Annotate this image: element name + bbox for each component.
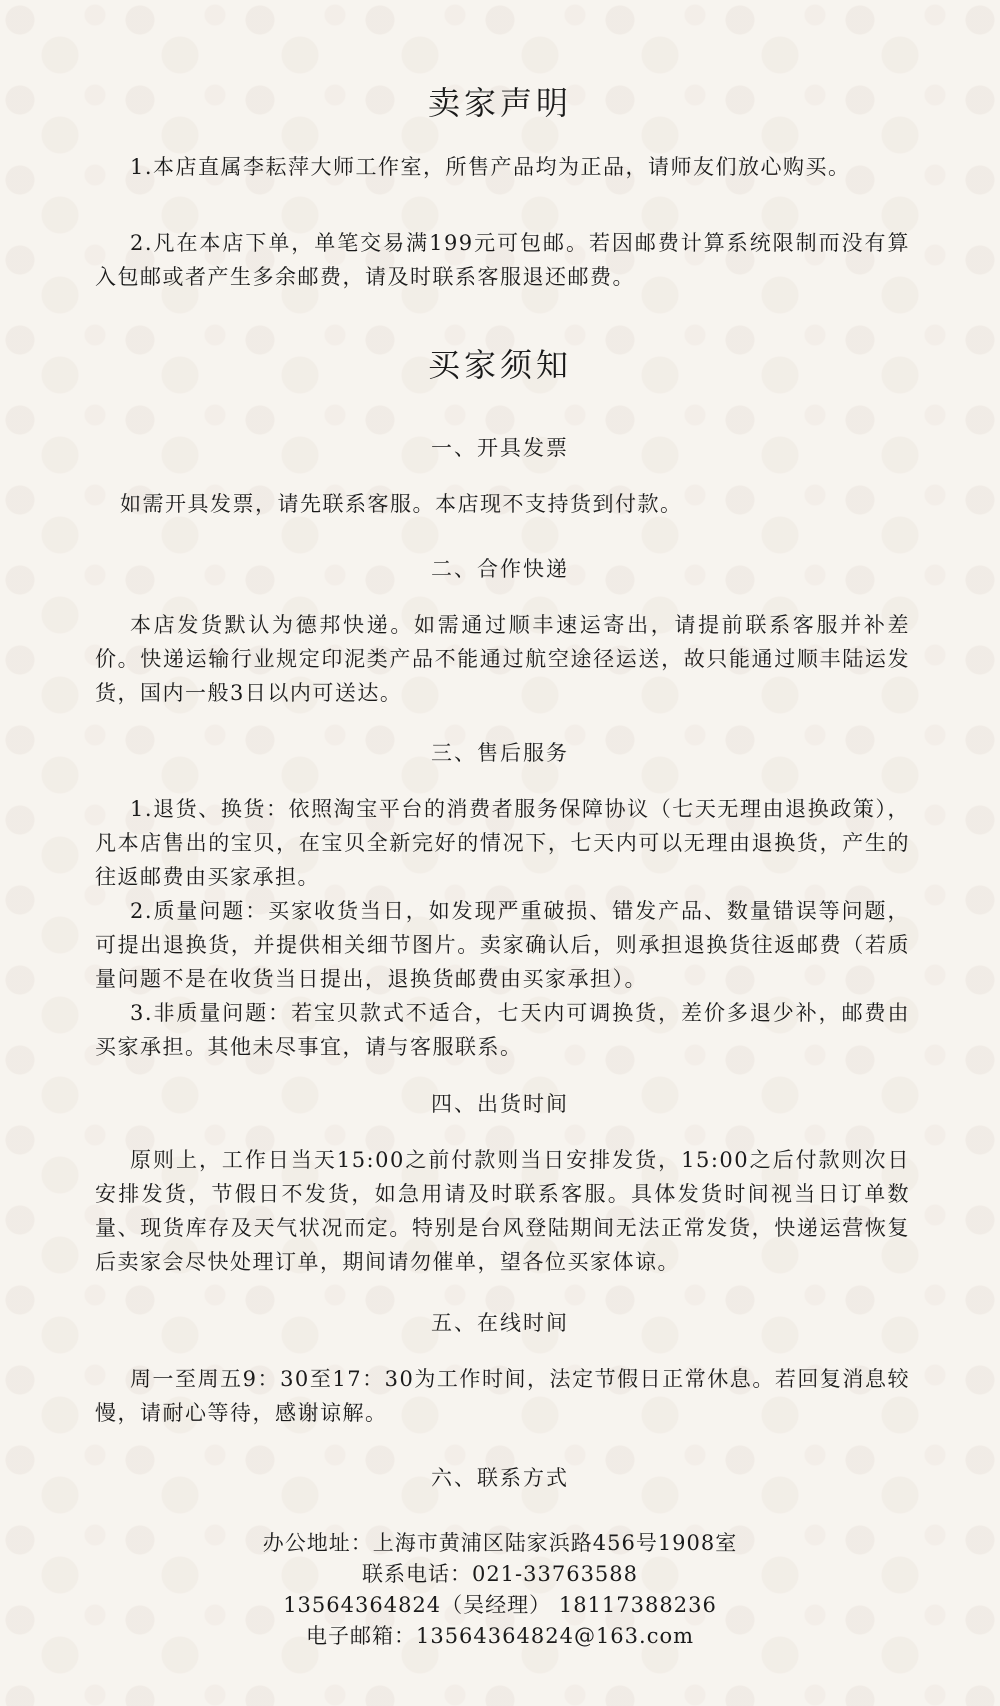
contact-phone: 联系电话：021-33763588 [361,1562,639,1586]
section-text-online-hours: 周一至周五9：30至17：30为工作时间，法定节假日正常休息。若回复消息较慢，请耐心等待，感谢谅解。 [95,1367,910,1425]
seller-statement-title: 卖家声明 [427,84,572,122]
seller-statement-item-2: 2.凡在本店下单，单笔交易满199元可包邮。若因邮费计算系统限制而没有算入包邮或者产生多余邮费，请及时联系客服退还邮费。 [95,231,910,289]
section-text-courier: 本店发货默认为德邦快递。如需通过顺丰速运寄出，请提前联系客服并补差价。快递运输行业规定印泥类产品不能通过航空途径运送，故只能通过顺丰陆运发货，国内一般3日以内可送达。 [95,613,910,705]
section-text-invoice: 如需开具发票，请先联系客服。本店现不支持货到付款。 [120,492,683,516]
after-sales-item-3: 3.非质量问题：若宝贝款式不适合，七天内可调换货，差价多退少补，邮费由买家承担。其他未尽事宜，请与客服联系。 [95,1001,910,1059]
contact-email: 电子邮箱：13564364824@163.com [305,1624,695,1648]
section-heading-shipping-time: 四、出货时间 [431,1092,569,1116]
after-sales-item-1: 1.退货、换货：依照淘宝平台的消费者服务保障协议（七天无理由退换政策），凡本店售出的宝贝，在宝贝全新完好的情况下，七天内可以无理由退换货，产生的往返邮费由买家承担。 [95,797,910,889]
after-sales-item-2: 2.质量问题：买家收货当日，如发现严重破损、错发产品、数量错误等问题，可提出退换货，并提供相关细节图片。卖家确认后，则承担退换货往返邮费（若质量问题不是在收货当日提出，退换货邮费由买家承担）。 [95,899,910,991]
section-heading-invoice: 一、开具发票 [431,436,569,460]
contact-address: 办公地址：上海市黄浦区陆家浜路456号1908室 [262,1531,738,1555]
seller-statement-item-1: 1.本店直属李耘萍大师工作室，所售产品均为正品，请师友们放心购买。 [130,155,851,179]
buyer-notice-title: 买家须知 [427,346,572,384]
contact-mobiles: 13564364824（吴经理） 18117388236 [283,1593,717,1617]
section-heading-contact: 六、联系方式 [431,1466,569,1490]
section-text-shipping-time: 原则上，工作日当天15:00之前付款则当日安排发货，15:00之后付款则次日安排发货，节假日不发货，如急用请及时联系客服。具体发货时间视当日订单数量、现货库存及天气状况而定。特别是台风登陆期间无法正常发货，快递运营恢复后卖家会尽快处理订单，期间请勿催单，望各位买家体谅。 [95,1148,910,1274]
section-heading-after-sales: 三、售后服务 [431,741,569,765]
section-heading-courier: 二、合作快递 [431,557,569,581]
contact-block [0,1528,1000,1652]
section-heading-online-hours: 五、在线时间 [431,1311,569,1335]
